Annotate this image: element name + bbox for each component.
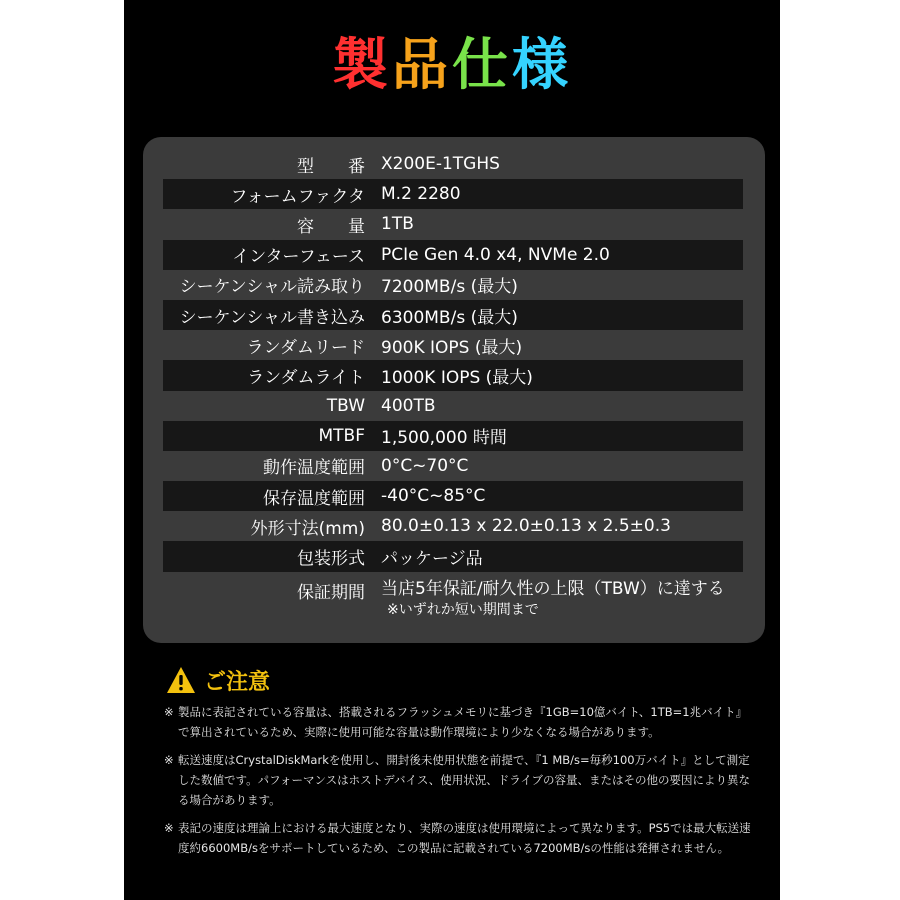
spec-value (381, 578, 743, 620)
spec-label: シーケンシャル読み取り (179, 277, 365, 298)
spec-card (143, 137, 765, 643)
warranty-note: ※いずれか短い期間まで (387, 601, 539, 618)
spec-row-model (163, 149, 743, 179)
spec-row-tbw (163, 391, 743, 421)
note-text: 転送速度はCrystalDiskMarkを使用し、開封後未使用状態を前提で、『1 MB/s=毎秒100万バイト』として測定した数値です。パフォーマンスはホストデバイス、使用状況、ドライブの容量、またはその他の要因により異なる場合があります。 (178, 753, 751, 807)
note-text: 表記の速度は理論上における最大速度となり、実際の速度は使用環境によって異なります。PS5では最大転送速度約6600MB/sをサポートしているため、この製品に記載されている7200MB/sの性能は発揮されません。 (178, 821, 751, 855)
spec-label: フォームファクタ (230, 186, 365, 207)
spec-value: 1000K IOPS (最大) (381, 367, 533, 388)
spec-row-mtbf (163, 421, 743, 451)
notice-header (166, 665, 270, 695)
spec-value: 0°C~70°C (381, 455, 469, 476)
spec-row-operating-temp (163, 451, 743, 481)
spec-label: シーケンシャル書き込み (179, 307, 365, 328)
spec-row-dimensions (163, 511, 743, 541)
spec-value: M.2 2280 (381, 184, 461, 205)
spec-label: 包装形式 (297, 549, 365, 570)
spec-value: 7200MB/s (最大) (381, 277, 518, 298)
spec-sheet-panel (124, 0, 780, 900)
spec-row-seq-write (163, 300, 743, 330)
spec-value: X200E-1TGHS (381, 154, 500, 175)
notice-note (164, 818, 756, 858)
note-text: 製品に表記されている容量は、搭載されるフラッシュメモリに基づき『1GB=10億バイト、1TB=1兆バイト』で算出されているため、実際に使用可能な容量は動作環境により少なくなる場合があります。 (178, 705, 748, 739)
spec-value: PCIe Gen 4.0 x4, NVMe 2.0 (381, 244, 610, 265)
spec-label: TBW (326, 395, 365, 416)
spec-label: ランダムリード (246, 337, 365, 358)
spec-label: ランダムライト (247, 367, 365, 388)
spec-label: 保証期間 (297, 582, 365, 603)
title-char-4: 様 (512, 33, 572, 98)
note-mark: ※ (164, 821, 174, 835)
spec-value: -40°C~85°C (381, 486, 486, 507)
spec-value: パッケージ品 (381, 549, 483, 570)
spec-table (163, 149, 743, 624)
title-char-2: 品 (392, 33, 452, 98)
page-title (124, 28, 780, 104)
spec-value: 900K IOPS (最大) (381, 337, 523, 358)
spec-row-warranty (163, 572, 743, 624)
notice-title: ご注意 (204, 669, 271, 695)
warranty-text: 当店5年保証/耐久性の上限（TBW）に達する (381, 578, 725, 599)
spec-label: 外形寸法(mm) (250, 518, 365, 539)
spec-row-random-write (163, 360, 743, 390)
spec-row-storage-temp (163, 481, 743, 511)
spec-label: 動作温度範囲 (263, 458, 365, 479)
spec-value: 1TB (381, 214, 414, 235)
notice-note (164, 750, 756, 810)
spec-row-form-factor (163, 179, 743, 209)
spec-label: 型 番 (297, 156, 365, 177)
spec-value: 80.0±0.13 x 22.0±0.13 x 2.5±0.3 (381, 516, 671, 537)
notice-notes (164, 702, 756, 866)
spec-row-capacity (163, 209, 743, 239)
spec-label: インターフェース (232, 247, 365, 268)
spec-label: 容 量 (297, 216, 365, 237)
spec-value: 6300MB/s (最大) (381, 307, 518, 328)
title-char-3: 仕 (452, 33, 512, 98)
title-char-1: 製 (332, 33, 392, 98)
spec-row-interface (163, 240, 743, 270)
spec-row-random-read (163, 330, 743, 360)
note-mark: ※ (164, 753, 174, 767)
spec-label: MTBF (318, 425, 365, 446)
spec-value: 1,500,000 時間 (381, 428, 507, 449)
notice-note (164, 702, 756, 742)
spec-value: 400TB (381, 395, 436, 416)
spec-row-packaging (163, 541, 743, 571)
warning-triangle-icon (166, 666, 196, 694)
note-mark: ※ (164, 705, 174, 719)
spec-label: 保存温度範囲 (263, 488, 365, 509)
spec-row-seq-read (163, 270, 743, 300)
